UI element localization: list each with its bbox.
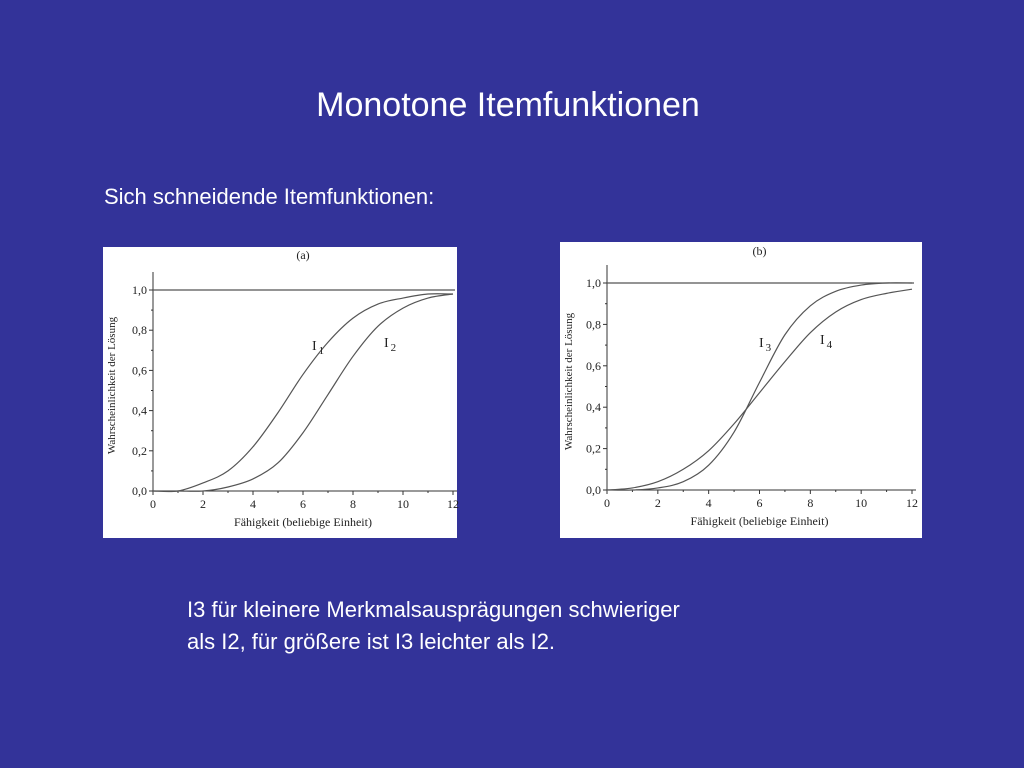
series-label-subscript: 1 bbox=[318, 345, 325, 357]
series-line-i4 bbox=[607, 289, 912, 490]
chart-title: (a) bbox=[296, 248, 310, 262]
x-axis-label: Fähigkeit (beliebige Einheit) bbox=[234, 515, 372, 529]
x-tick-label: 6 bbox=[300, 497, 306, 511]
y-tick-label: 0,4 bbox=[586, 400, 601, 415]
series-label-i2 bbox=[384, 336, 396, 354]
chart-a-svg bbox=[103, 247, 457, 538]
series-label-subscript: 2 bbox=[390, 342, 397, 354]
x-tick-label: 4 bbox=[250, 497, 256, 511]
x-tick-label: 4 bbox=[705, 496, 712, 510]
x-tick-label: 12 bbox=[906, 496, 918, 510]
y-tick-label: 0,0 bbox=[132, 484, 147, 498]
series-label-i4 bbox=[820, 333, 833, 351]
y-tick-label: 0,2 bbox=[132, 443, 147, 458]
y-tick-label: 0,8 bbox=[586, 317, 601, 332]
series-label-name: I bbox=[759, 336, 764, 351]
caption-line-1: I3 für kleinere Merkmalsausprägungen schwieriger bbox=[187, 597, 680, 622]
series-line-i3 bbox=[607, 283, 912, 490]
chart-panel-b bbox=[560, 242, 922, 538]
series-line-i1 bbox=[153, 294, 453, 492]
series-label-name: I bbox=[820, 333, 825, 348]
slide-title: Monotone Itemfunktionen bbox=[316, 86, 700, 124]
x-tick-label: 2 bbox=[200, 497, 206, 511]
series-label-i1 bbox=[312, 339, 324, 357]
x-tick-label: 8 bbox=[807, 496, 814, 510]
x-tick-label: 2 bbox=[654, 496, 661, 510]
y-tick-label: 0,8 bbox=[132, 323, 147, 338]
y-tick-label: 1,0 bbox=[586, 276, 601, 290]
y-axis-label: Wahrscheinlichkeit der Lösung bbox=[563, 312, 575, 451]
chart-title: (b) bbox=[752, 244, 767, 258]
y-tick-label: 0,6 bbox=[132, 363, 147, 378]
x-tick-label: 10 bbox=[397, 497, 409, 511]
x-tick-label: 6 bbox=[756, 496, 763, 510]
y-tick-label: 0,0 bbox=[586, 483, 601, 497]
x-tick-label: 0 bbox=[150, 497, 156, 511]
series-label-subscript: 3 bbox=[765, 342, 772, 354]
caption-line-2: als I2, für größere ist I3 leichter als I2. bbox=[187, 629, 556, 654]
y-axis-label: Wahrscheinlichkeit der Lösung bbox=[106, 316, 118, 455]
y-tick-label: 0,4 bbox=[132, 403, 147, 418]
x-tick-label: 8 bbox=[350, 497, 356, 511]
series-label-subscript: 4 bbox=[826, 339, 833, 351]
series-line-i2 bbox=[153, 294, 453, 491]
series-label-i3 bbox=[759, 336, 772, 354]
x-tick-label: 10 bbox=[855, 496, 868, 510]
y-tick-label: 1,0 bbox=[132, 283, 147, 297]
x-axis-label: Fähigkeit (beliebige Einheit) bbox=[690, 514, 829, 528]
chart-b-svg bbox=[560, 242, 922, 538]
slide-subtitle: Sich schneidende Itemfunktionen: bbox=[104, 184, 435, 209]
chart-panel-a bbox=[103, 247, 457, 538]
y-tick-label: 0,6 bbox=[586, 358, 601, 373]
x-tick-label: 12 bbox=[447, 497, 459, 511]
slide-caption bbox=[187, 594, 680, 658]
x-tick-label: 0 bbox=[604, 496, 610, 510]
series-label-name: I bbox=[384, 336, 389, 351]
y-tick-label: 0,2 bbox=[586, 441, 601, 456]
series-label-name: I bbox=[312, 339, 317, 354]
